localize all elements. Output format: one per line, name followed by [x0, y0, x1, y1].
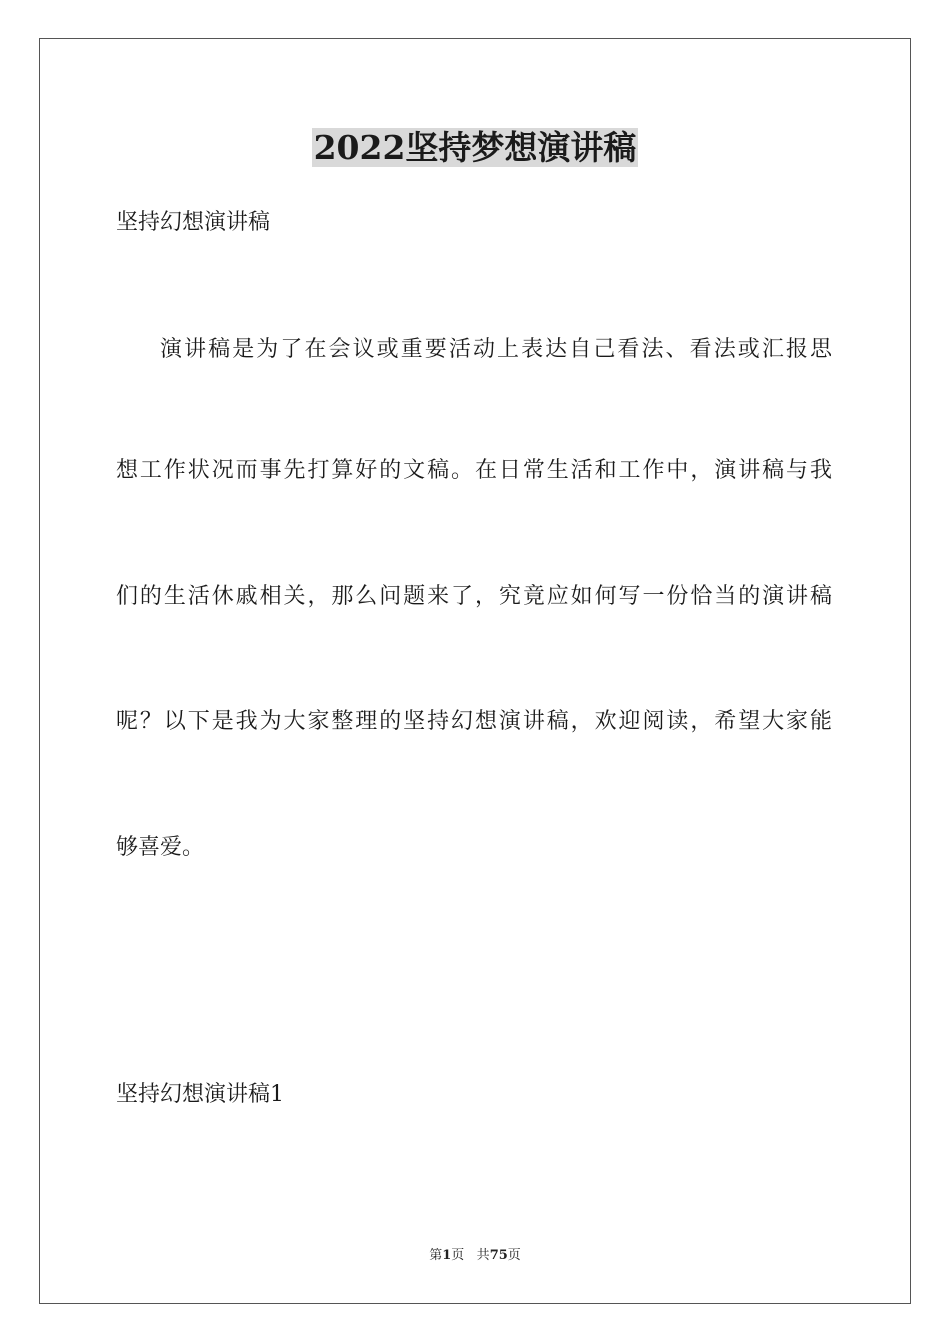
- paragraph-line: 想工作状况而事先打算好的文稿。在日常生活和工作中，演讲稿与我: [116, 458, 832, 483]
- footer-total-suffix: 页: [507, 1248, 521, 1263]
- paragraph-line: 演讲稿是为了在会议或重要活动上表达自己看法、看法或汇报思: [160, 337, 832, 362]
- paragraph-line: 们的生活休戚相关，那么问题来了，究竟应如何写一份恰当的演讲稿: [116, 584, 832, 609]
- subtitle: 坚持幻想演讲稿: [116, 210, 271, 235]
- footer-total-prefix: 共: [476, 1248, 490, 1263]
- paragraph-line: 够喜爱。: [116, 835, 205, 860]
- footer-page-number: 1: [442, 1248, 452, 1263]
- page-footer: [0, 1247, 950, 1265]
- document-title: [0, 128, 950, 168]
- paragraph-line: 呢？以下是我为大家整理的坚持幻想演讲稿，欢迎阅读，希望大家能: [116, 709, 832, 734]
- footer-prefix: 第: [429, 1248, 443, 1263]
- footer-page-suffix: 页: [451, 1248, 465, 1263]
- footer-total-pages: 75: [489, 1248, 508, 1263]
- document-title-text: 2022坚持梦想演讲稿: [313, 128, 637, 167]
- section-heading: 坚持幻想演讲稿1: [116, 1082, 284, 1107]
